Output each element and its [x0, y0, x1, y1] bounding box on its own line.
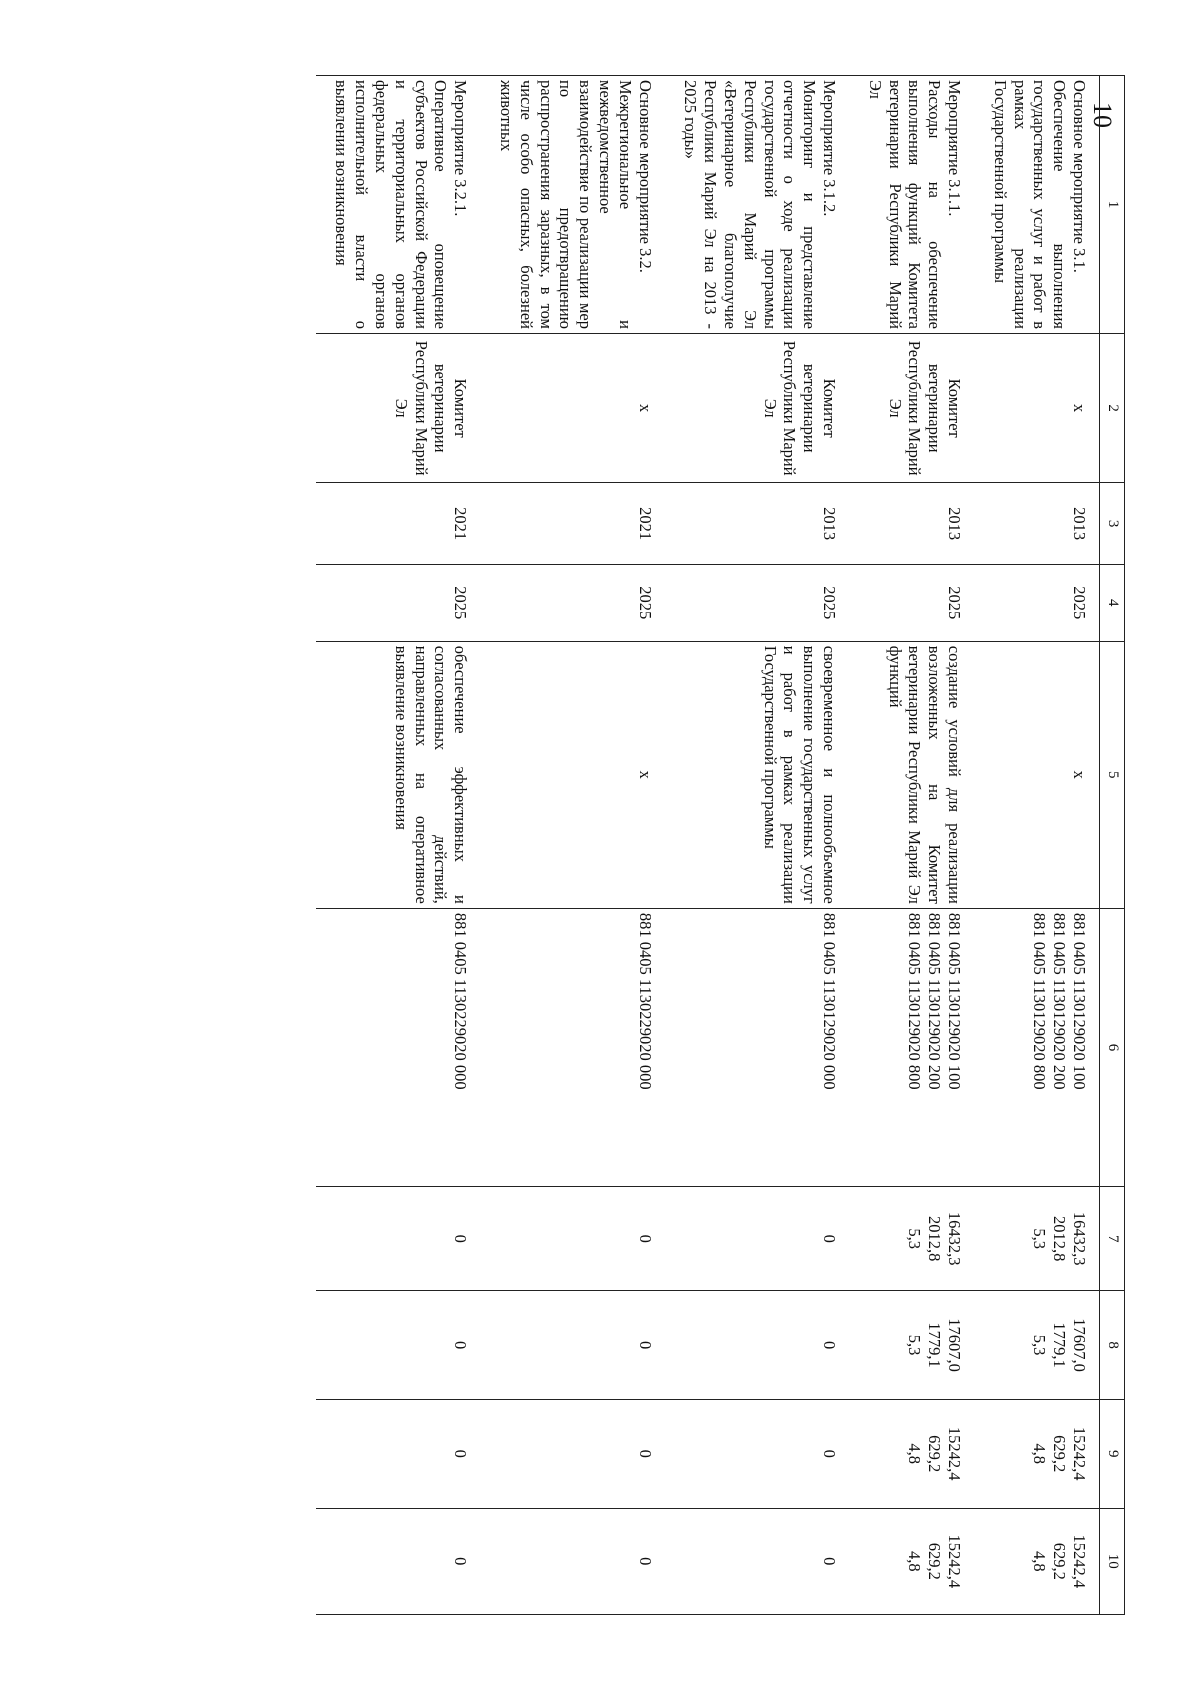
table-row [480, 76, 664, 1615]
budget-codes: 881 0405 1130129020 100 881 0405 1130129020 200 881 0405 1130129020 800 [974, 908, 1099, 1186]
value-col8: 17607,0 1779,1 5,3 [849, 1291, 974, 1400]
col-header-7: 7 [1100, 1187, 1125, 1291]
value-col9: 0 [316, 1399, 481, 1508]
value-col7: 0 [316, 1187, 481, 1291]
expected-result: создание условий для реализации возложенных на Комитет ветеринарии Республики Марий Эл функций [849, 641, 974, 908]
expected-result: своевременное и полнообъемное выполнение государственных услуг и работ в рамках реализации Государственной программы [665, 641, 849, 908]
rotated-table-sheet [245, 75, 1125, 1615]
table-row [665, 76, 849, 1615]
measure-name: Мероприятие 3.2.1. Оперативное оповещение субъектов Российской Федерации и территориальных органов федеральных органов исполнительной власти о выявлении возникновения [316, 76, 481, 334]
value-col10: 0 [480, 1508, 664, 1614]
table-row [974, 76, 1099, 1615]
start-year: 2021 [316, 483, 481, 564]
end-year: 2025 [316, 564, 481, 641]
start-year: 2013 [665, 483, 849, 564]
col-header-6: 6 [1100, 908, 1125, 1186]
measure-name: Основное мероприятие 3.1. Обеспечение выполнения государственных услуг и работ в рамках реализации Государственной программы [974, 76, 1099, 334]
col-header-2: 2 [1100, 334, 1125, 483]
value-col10: 15242,4 629,2 4,8 [849, 1508, 974, 1614]
value-col9: 0 [480, 1399, 664, 1508]
value-col9: 0 [665, 1399, 849, 1508]
value-col7: 16432,3 2012,8 5,3 [849, 1187, 974, 1291]
end-year: 2025 [665, 564, 849, 641]
col-header-3: 3 [1100, 483, 1125, 564]
end-year: 2025 [974, 564, 1099, 641]
value-col7: 0 [665, 1187, 849, 1291]
budget-codes: 881 0405 1130129020 000 [665, 908, 849, 1186]
expected-result: х [974, 641, 1099, 908]
value-col8: 0 [316, 1291, 481, 1400]
expected-result: х [480, 641, 664, 908]
executor: х [480, 334, 664, 483]
col-header-1: 1 [1100, 76, 1125, 334]
value-col10: 15242,4 629,2 4,8 [974, 1508, 1099, 1614]
program-table [316, 75, 1125, 1615]
page-number: 10 [1088, 102, 1117, 128]
value-col9: 15242,4 629,2 4,8 [974, 1399, 1099, 1508]
end-year: 2025 [849, 564, 974, 641]
start-year: 2021 [480, 483, 664, 564]
measure-name: Мероприятие 3.1.2. Мониторинг и представление отчетности о ходе реализации государственной программы Республики Марий Эл «Ветеринарное благополучие Республики Марий Эл на 2013 - 2025 годы» [665, 76, 849, 334]
value-col8: 0 [480, 1291, 664, 1400]
value-col8: 0 [665, 1291, 849, 1400]
header-row [1100, 76, 1125, 1615]
col-header-9: 9 [1100, 1399, 1125, 1508]
value-col7: 0 [480, 1187, 664, 1291]
executor: х [974, 334, 1099, 483]
end-year: 2025 [480, 564, 664, 641]
measure-name: Мероприятие 3.1.1. Расходы на обеспечение выполнения функций Комитета ветеринарии Республики Марий Эл [849, 76, 974, 334]
measure-name: Основное мероприятие 3.2. Межрегиональное и межведомственное взаимодействие по реализации мер по предотвращению распространения заразных, в том числе особо опасных, болезней животных [480, 76, 664, 334]
table-row [316, 76, 481, 1615]
executor: Комитет ветеринарии Республики Марий Эл [849, 334, 974, 483]
value-col9: 15242,4 629,2 4,8 [849, 1399, 974, 1508]
start-year: 2013 [974, 483, 1099, 564]
budget-codes: 881 0405 1130129020 100 881 0405 1130129020 200 881 0405 1130129020 800 [849, 908, 974, 1186]
col-header-4: 4 [1100, 564, 1125, 641]
col-header-8: 8 [1100, 1291, 1125, 1400]
start-year: 2013 [849, 483, 974, 564]
budget-codes: 881 0405 1130229020 000 [316, 908, 481, 1186]
value-col10: 0 [665, 1508, 849, 1614]
budget-codes: 881 0405 1130229020 000 [480, 908, 664, 1186]
executor: Комитет ветеринарии Республики Марий Эл [665, 334, 849, 483]
value-col7: 16432,3 2012,8 5,3 [974, 1187, 1099, 1291]
col-header-10: 10 [1100, 1508, 1125, 1614]
value-col10: 0 [316, 1508, 481, 1614]
executor: Комитет ветеринарии Республики Марий Эл [316, 334, 481, 483]
col-header-5: 5 [1100, 641, 1125, 908]
expected-result: обеспечение эффективных и согласованных действий, направленных на оперативное выявление возникновения [316, 641, 481, 908]
value-col8: 17607,0 1779,1 5,3 [974, 1291, 1099, 1400]
table-row [849, 76, 974, 1615]
